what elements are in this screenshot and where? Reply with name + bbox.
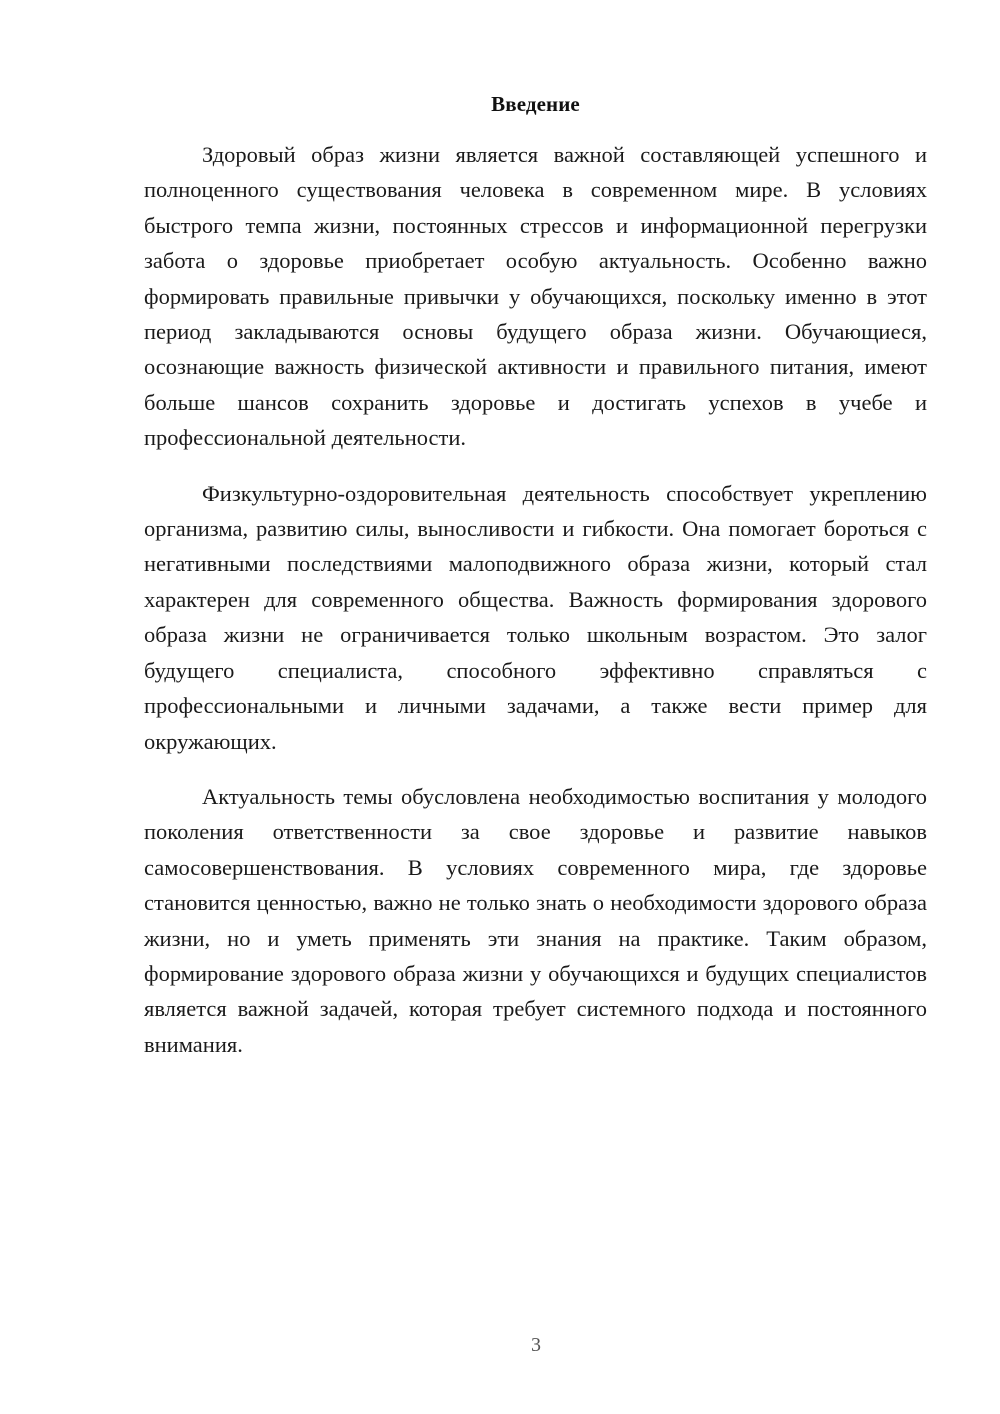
paragraph-1: Здоровый образ жизни является важной составляющей успешного и полноценного существования человека в современном мире. В условиях быстрого темпа жизни, постоянных стрессов и информационной перегрузки забота о здоровье приобретает особую актуальность. Особенно важно формировать правильные привычки у обучающихся, поскольку именно в этот период закладываются основы будущего образа жизни. Обучающиеся, осознающие важность физической активности и правильного питания, имеют больше шансов сохранить здоровье и достигать успехов в учебе и профессиональной деятельности. <box>144 142 927 451</box>
document-body <box>144 92 927 1082</box>
page-number: 3 <box>531 1334 541 1356</box>
section-heading: Введение <box>491 92 580 116</box>
paragraph-2: Физкультурно-оздоровительная деятельность способствует укреплению организма, развитию силы, выносливости и гибкости. Она помогает бороться с негативными последствиями малоподвижного образа жизни, который стал характерен для современного общества. Важность формирования здорового образа жизни не ограничивается только школьным возрастом. Это залог будущего специалиста, способного эффективно справляться с профессиональными и личными задачами, а также вести пример для окружающих. <box>144 480 927 754</box>
paragraph-3: Актуальность темы обусловлена необходимостью воспитания у молодого поколения ответственности за свое здоровье и развитие навыков самосовершенствования. В условиях современного мира, где здоровье становится ценностью, важно не только знать о необходимости здорового образа жизни, но и уметь применять эти знания на практике. Таким образом, формирование здорового образа жизни у обучающихся и будущих специалистов является важной задачей, которая требует системного подхода и постоянного внимания. <box>144 783 927 1057</box>
